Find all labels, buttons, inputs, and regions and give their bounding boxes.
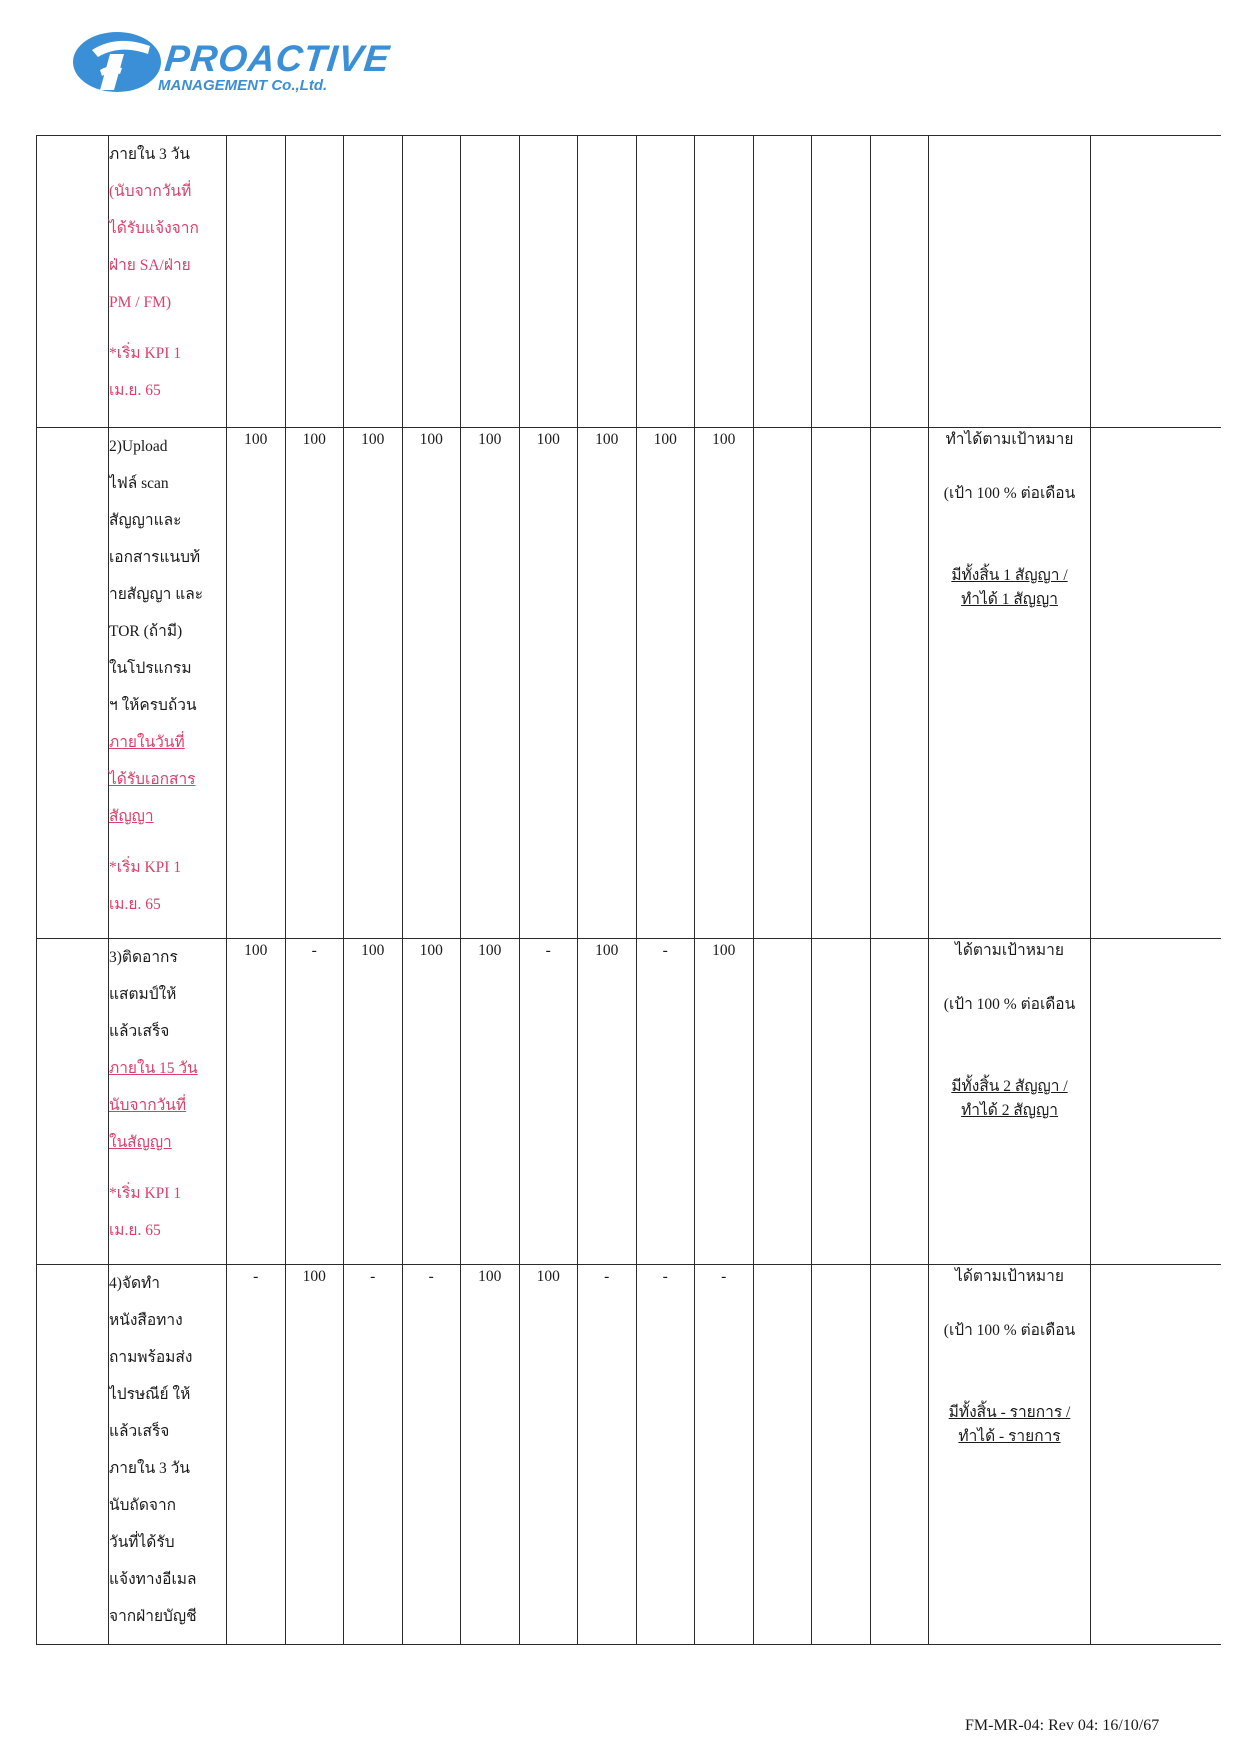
spacer bbox=[929, 1343, 1090, 1401]
task-line: แล้วเสร็จ bbox=[109, 1423, 170, 1440]
month-value-cell: 100 bbox=[285, 428, 344, 939]
note-line: ทำได้ตามเป้าหมาย bbox=[945, 431, 1074, 448]
month-value-cell bbox=[753, 136, 812, 428]
month-value-cell bbox=[344, 136, 403, 428]
task-line: 4)จัดทำ bbox=[109, 1275, 160, 1292]
task-line: ได้รับเอกสาร bbox=[109, 771, 196, 788]
month-value-cell bbox=[870, 1265, 929, 1645]
month-value-cell bbox=[285, 136, 344, 428]
table-row bbox=[37, 428, 1221, 939]
result-note-cell bbox=[929, 136, 1091, 428]
task-line: TOR (ถ้ามี) bbox=[109, 623, 183, 640]
note-line: ได้ตามเป้าหมาย bbox=[955, 1268, 1064, 1285]
spacer bbox=[109, 321, 226, 335]
month-value-cell bbox=[870, 939, 929, 1265]
task-line: เม.ย. 65 bbox=[109, 382, 161, 399]
task-line: วันที่ได้รับ bbox=[109, 1534, 175, 1551]
task-line: ภายใน 3 วัน bbox=[109, 1460, 190, 1477]
month-value-cell bbox=[812, 136, 871, 428]
task-line: (นับจากวันที่ bbox=[109, 183, 192, 200]
note-line: ทำได้ - รายการ bbox=[958, 1428, 1061, 1445]
month-value-cell: 100 bbox=[285, 1265, 344, 1645]
task-line: *เริ่ม KPI 1 bbox=[109, 1185, 182, 1202]
month-value-cell bbox=[812, 939, 871, 1265]
blank-cell bbox=[37, 1265, 109, 1645]
month-value-cell: 100 bbox=[519, 428, 578, 939]
task-cell bbox=[109, 939, 227, 1265]
task-line: จากฝ่ายบัญชี bbox=[109, 1608, 197, 1625]
task-line: แจ้งทางอีเมล bbox=[109, 1571, 197, 1588]
result-note-cell bbox=[929, 1265, 1091, 1645]
task-line: สัญญาและ bbox=[109, 512, 182, 529]
month-value-cell: 100 bbox=[461, 1265, 520, 1645]
month-value-cell bbox=[870, 428, 929, 939]
task-line: ในสัญญา bbox=[109, 1134, 172, 1151]
task-line: นับจากวันที่ bbox=[109, 1097, 187, 1114]
spacer bbox=[929, 1017, 1090, 1075]
task-line: แล้วเสร็จ bbox=[109, 1023, 170, 1040]
kpi-table bbox=[36, 135, 1221, 1645]
task-line: ายสัญญา และ bbox=[109, 586, 204, 603]
task-line: *เริ่ม KPI 1 bbox=[109, 859, 182, 876]
task-line: ถามพร้อมส่ง bbox=[109, 1349, 193, 1366]
month-value-cell bbox=[753, 939, 812, 1265]
task-line: 2)Upload bbox=[109, 438, 168, 455]
month-value-cell bbox=[461, 136, 520, 428]
month-value-cell: 100 bbox=[695, 428, 754, 939]
spacer bbox=[929, 963, 1090, 993]
table-row bbox=[37, 1265, 1221, 1645]
task-line: ภายในวันที่ bbox=[109, 734, 185, 751]
task-line: ไปรษณีย์ ให้ bbox=[109, 1386, 191, 1403]
form-code: FM-MR-04: Rev 04: 16/10/67 bbox=[965, 1717, 1160, 1734]
month-value-cell bbox=[227, 136, 286, 428]
note-line: (เป้า 100 % ต่อเดือน bbox=[943, 996, 1076, 1013]
task-line: ฯ ให้ครบถ้วน bbox=[109, 697, 197, 714]
blank-cell bbox=[37, 428, 109, 939]
remark-cell bbox=[1091, 939, 1221, 1265]
month-value-cell: - bbox=[519, 939, 578, 1265]
month-value-cell bbox=[402, 136, 461, 428]
month-value-cell: 100 bbox=[695, 939, 754, 1265]
company-logo bbox=[70, 24, 393, 104]
month-value-cell bbox=[753, 428, 812, 939]
remark-cell bbox=[1091, 136, 1221, 428]
month-value-cell: 100 bbox=[402, 428, 461, 939]
month-value-cell bbox=[812, 428, 871, 939]
task-line: สัญญา bbox=[109, 808, 154, 825]
month-value-cell: 100 bbox=[519, 1265, 578, 1645]
month-value-cell bbox=[636, 136, 695, 428]
blank-cell bbox=[37, 939, 109, 1265]
remark-cell bbox=[1091, 428, 1221, 939]
table-row bbox=[37, 939, 1221, 1265]
note-line: ทำได้ 2 สัญญา bbox=[961, 1102, 1058, 1119]
month-value-cell: 100 bbox=[636, 428, 695, 939]
month-value-cell: - bbox=[636, 1265, 695, 1645]
month-value-cell bbox=[870, 136, 929, 428]
task-line: ภายใน 15 วัน bbox=[109, 1060, 198, 1077]
task-line: เม.ย. 65 bbox=[109, 896, 161, 913]
task-cell bbox=[109, 1265, 227, 1645]
month-value-cell: 100 bbox=[578, 939, 637, 1265]
month-value-cell: 100 bbox=[227, 939, 286, 1265]
month-value-cell: - bbox=[227, 1265, 286, 1645]
result-note-cell bbox=[929, 939, 1091, 1265]
month-value-cell bbox=[812, 1265, 871, 1645]
logo-subtitle: MANAGEMENT Co.,Ltd. bbox=[158, 77, 328, 94]
blank-cell bbox=[37, 136, 109, 428]
month-value-cell: 100 bbox=[344, 428, 403, 939]
note-line: (เป้า 100 % ต่อเดือน bbox=[943, 485, 1076, 502]
spacer bbox=[929, 1289, 1090, 1319]
month-value-cell bbox=[578, 136, 637, 428]
task-line: ในโปรแกรม bbox=[109, 660, 192, 677]
task-line: นับถัดจาก bbox=[109, 1497, 177, 1514]
note-line: มีทั้งสิ้น - รายการ / bbox=[948, 1404, 1071, 1421]
task-line: เอกสารแนบท้ bbox=[109, 549, 201, 566]
task-line: ภายใน 3 วัน bbox=[109, 146, 190, 163]
month-value-cell bbox=[753, 1265, 812, 1645]
note-line: มีทั้งสิ้น 1 สัญญา / bbox=[951, 567, 1068, 584]
month-value-cell: - bbox=[344, 1265, 403, 1645]
task-cell bbox=[109, 136, 227, 428]
task-line: PM / FM) bbox=[109, 294, 172, 311]
remark-cell bbox=[1091, 1265, 1221, 1645]
note-line: (เป้า 100 % ต่อเดือน bbox=[943, 1322, 1076, 1339]
task-line: ไฟล์ scan bbox=[109, 475, 169, 492]
task-line: หนังสือทาง bbox=[109, 1312, 183, 1329]
month-value-cell: 100 bbox=[461, 428, 520, 939]
task-cell bbox=[109, 428, 227, 939]
logo-wordmark: PROACTIVE bbox=[162, 38, 393, 79]
month-value-cell: - bbox=[695, 1265, 754, 1645]
month-value-cell: 100 bbox=[344, 939, 403, 1265]
month-value-cell: - bbox=[636, 939, 695, 1265]
kpi-table-body bbox=[37, 136, 1221, 1645]
spacer bbox=[929, 506, 1090, 564]
month-value-cell: - bbox=[402, 1265, 461, 1645]
month-value-cell bbox=[519, 136, 578, 428]
month-value-cell bbox=[695, 136, 754, 428]
result-note-cell bbox=[929, 428, 1091, 939]
task-line: แสตมป์ให้ bbox=[109, 986, 177, 1003]
note-line: ทำได้ 1 สัญญา bbox=[961, 591, 1058, 608]
month-value-cell: - bbox=[285, 939, 344, 1265]
month-value-cell: 100 bbox=[461, 939, 520, 1265]
proactive-logo-icon bbox=[70, 24, 165, 96]
month-value-cell: 100 bbox=[578, 428, 637, 939]
task-line: *เริ่ม KPI 1 bbox=[109, 345, 182, 362]
task-line: 3)ติดอากร bbox=[109, 949, 178, 966]
note-line: มีทั้งสิ้น 2 สัญญา / bbox=[951, 1078, 1068, 1095]
note-line: ได้ตามเป้าหมาย bbox=[955, 942, 1064, 959]
table-row bbox=[37, 136, 1221, 428]
task-line: เม.ย. 65 bbox=[109, 1222, 161, 1239]
spacer bbox=[109, 1161, 226, 1175]
month-value-cell: 100 bbox=[227, 428, 286, 939]
spacer bbox=[929, 452, 1090, 482]
task-line: ฝ่าย SA/ฝ่าย bbox=[109, 257, 191, 274]
spacer bbox=[109, 835, 226, 849]
month-value-cell: 100 bbox=[402, 939, 461, 1265]
month-value-cell: - bbox=[578, 1265, 637, 1645]
task-line: ได้รับแจ้งจาก bbox=[109, 220, 199, 237]
